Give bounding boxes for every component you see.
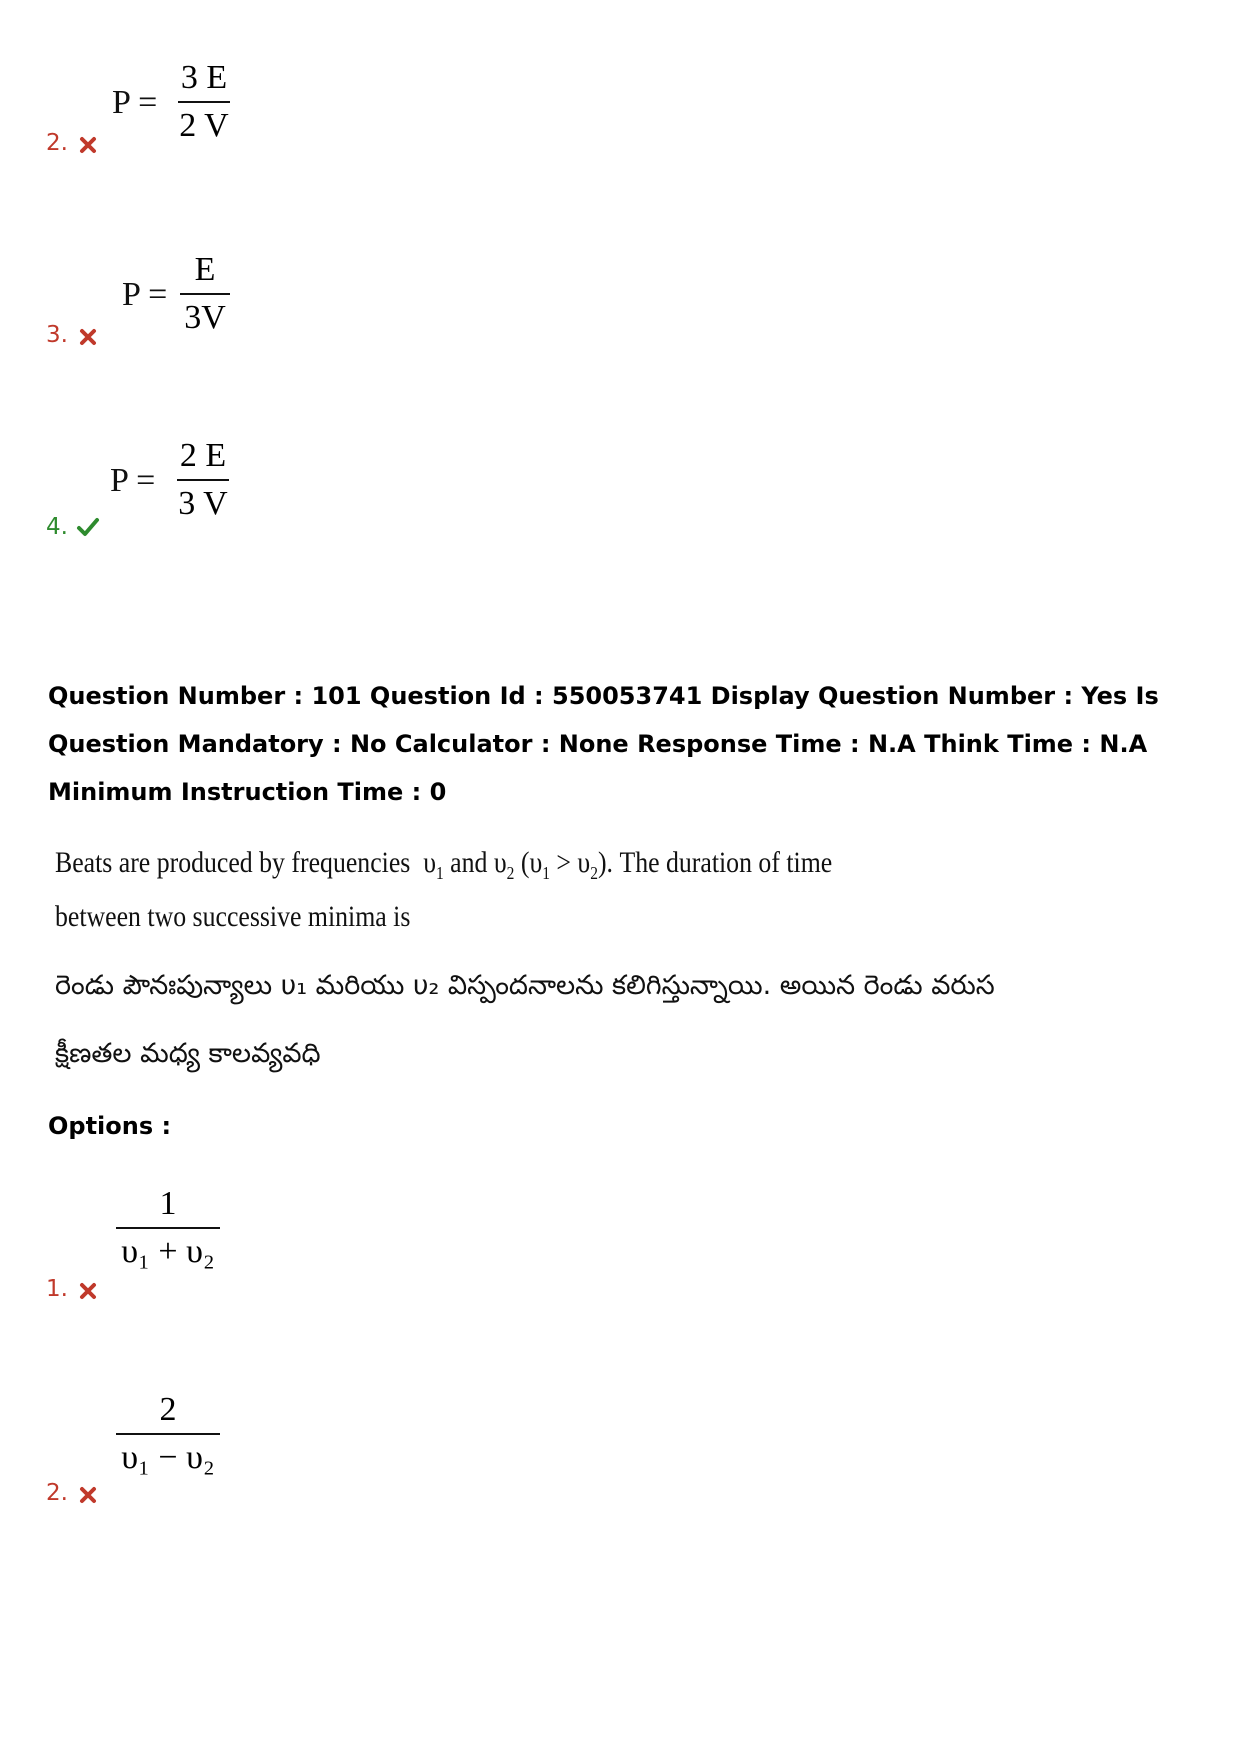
numerator: 2 E	[179, 437, 227, 474]
denominator: 2 V	[179, 107, 229, 144]
cross-icon	[77, 1280, 99, 1302]
question-english-line-2: between two successive minima is	[55, 900, 411, 933]
cross-icon	[77, 134, 99, 156]
numerator: E	[194, 251, 216, 288]
fraction	[116, 1184, 220, 1272]
denominator: 3V	[184, 299, 226, 336]
options-label: Options :	[48, 1112, 172, 1140]
option-number: 1.	[46, 1276, 68, 1302]
cross-icon	[77, 326, 99, 348]
question-telugu-line-1: రెండు పౌనఃపున్యాలు υ₁ మరియు υ₂ విస్పందనాలను కలిగిస్తున్నాయి. అయిన రెండు వరుస	[55, 970, 995, 1001]
denominator: υ₁ − υ₂	[121, 1439, 215, 1476]
option-number: 4.	[46, 514, 68, 540]
numerator: 1	[159, 1185, 177, 1222]
equation-lhs: P =	[110, 462, 156, 499]
check-icon	[76, 516, 100, 538]
fraction	[180, 250, 230, 338]
denominator: 3 V	[178, 485, 228, 522]
question-telugu-line-2: క్షీణతల మధ్య కాలవ్యవధి	[55, 1038, 321, 1069]
equation-lhs: P =	[122, 276, 168, 313]
numerator: 2	[159, 1391, 177, 1428]
numerator: 3 E	[180, 59, 228, 96]
denominator: υ₁ + υ₂	[121, 1233, 215, 1270]
cross-icon	[77, 1484, 99, 1506]
option-number: 2.	[46, 1480, 68, 1506]
option-number: 3.	[46, 322, 68, 348]
question-meta: Question Number : 101 Question Id : 550053741 Display Question Number : Yes Is Question Mandatory : No Calculator : None Response Time : N.A Think Time : N.A Minimum Instruction Time : 0	[48, 682, 1159, 806]
fraction	[177, 436, 229, 524]
fraction	[116, 1390, 220, 1478]
fraction	[178, 58, 230, 146]
question-english-line-1: Beats are produced by frequencies $\upsilon_1$ and $\upsilon_2$ $(\upsilon_1 > \upsilon_2)$. The duration of time	[55, 846, 833, 883]
option-number: 2.	[46, 130, 68, 156]
equation-lhs: P =	[112, 84, 158, 121]
